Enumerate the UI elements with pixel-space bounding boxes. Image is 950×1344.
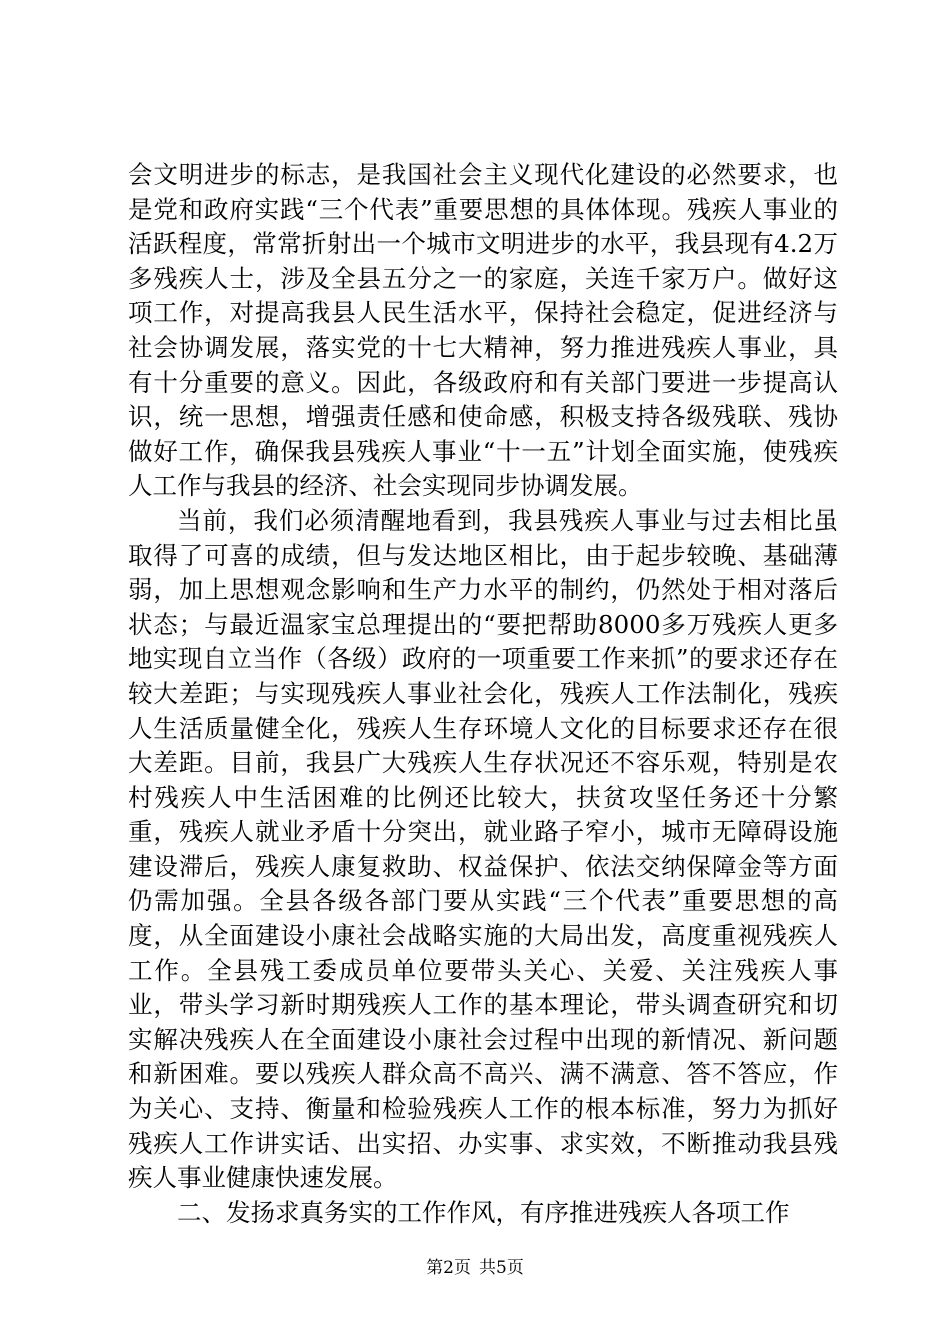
page-number: 第2页 bbox=[426, 1258, 471, 1278]
section-heading: 二、发扬求真务实的工作作风，有序推进残疾人各项工作 bbox=[177, 1197, 790, 1227]
page-total: 共5页 bbox=[479, 1258, 524, 1278]
document-body bbox=[128, 158, 838, 1230]
paragraph-current-situation: 当前，我们必须清醒地看到，我县残疾人事业与过去相比虽取得了可喜的成绩，但与发达地区相比，由于起步较晚、基础薄弱，加上思想观念影响和生产力水平的制约，仍然处于相对落后状态；与最近温家宝总理提出的“要把帮助8000多万残疾人更多地实现自立当作（各级）政府的一项重要工作来抓”的要求还存在较大差距；与实现残疾人事业社会化，残疾人工作法制化，残疾人生活质量健全化，残疾人生存环境人文化的目标要求还存在很大差距。目前，我县广大残疾人生存状况还不容乐观，特别是农村残疾人中生活困难的比例还比较大，扶贫攻坚任务还十分繁重，残疾人就业矛盾十分突出，就业路子窄小，城市无障碍设施建设滞后，残疾人康复救助、权益保护、依法交纳保障金等方面仍需加强。全县各级各部门要从实践“三个代表”重要思想的高度，从全面建设小康社会战略实施的大局出发，高度重视残疾人工作。全县残工委成员单位要带头关心、关爱、关注残疾人事业，带头学习新时期残疾人工作的基本理论，带头调查研究和切实解决残疾人在全面建设小康社会过程中出现的新情况、新问题和新困难。要以残疾人群众高不高兴、满不满意、答不答应，作为关心、支持、衡量和检验残疾人工作的根本标准，努力为抓好残疾人工作讲实话、出实招、办实事、求实效，不断推动我县残疾人事业健康快速发展。 bbox=[128, 505, 838, 1193]
page-footer bbox=[0, 1253, 950, 1278]
paragraph-continuation: 会文明进步的标志，是我国社会主义现代化建设的必然要求，也是党和政府实践“三个代表”重要思想的具体体现。残疾人事业的活跃程度，常常折射出一个城市文明进步的水平，我县现有4.2万多残疾人士，涉及全县五分之一的家庭，关连千家万户。做好这项工作，对提高我县人民生活水平，保持社会稳定，促进经济与社会协调发展，落实党的十七大精神，努力推进残疾人事业，具有十分重要的意义。因此，各级政府和有关部门要进一步提高认识，统一思想，增强责任感和使命感，积极支持各级残联、残协做好工作，确保我县残疾人事业“十一五”计划全面实施，使残疾人工作与我县的经济、社会实现同步协调发展。 bbox=[128, 160, 838, 501]
